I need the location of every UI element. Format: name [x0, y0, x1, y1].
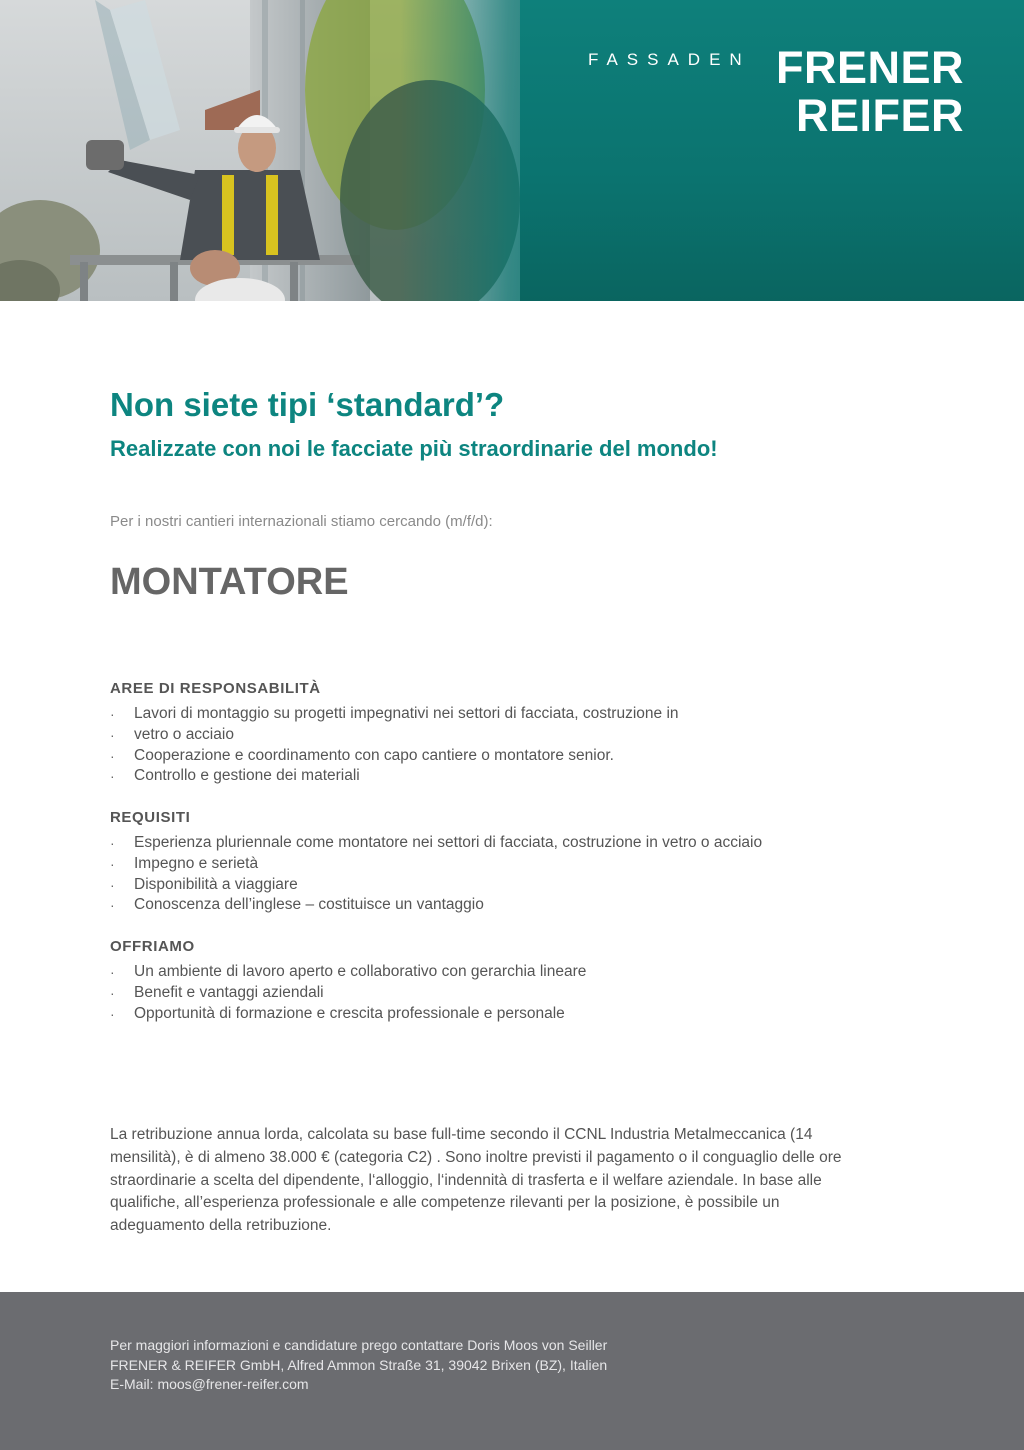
bullet-icon: · [110, 855, 115, 872]
list-item-text: Opportunità di formazione e crescita professionale e personale [134, 1004, 565, 1022]
email-link[interactable]: E-Mail: moos@frener-reifer.com [110, 1376, 309, 1392]
contact-info [110, 1336, 607, 1395]
list-item-text: Controllo e gestione dei materiali [134, 767, 360, 785]
logo-fassaden: FASSADEN [588, 50, 751, 69]
list-item-text: Impegno e serietà [134, 854, 259, 872]
section-offer [110, 937, 870, 1024]
headline: Non siete tipi ‘standard’? [110, 386, 505, 423]
list-item-text: Esperienza pluriennale come montatore nei settori di facciata, costruzione in vetro o acciaio [134, 834, 763, 851]
list-item-text: vetro o acciaio [134, 725, 234, 743]
list-item [110, 854, 870, 875]
list-item-text: Cooperazione e coordinamento con capo cantiere o montatore senior. [134, 746, 614, 764]
company-logo [760, 44, 964, 140]
company-address: FRENER & REIFER GmbH, Alfred Ammon Straße 31, 39042 Brixen (BZ), Italien [110, 1356, 608, 1373]
contact-line: Per maggiori informazioni e candidature prego contattare Doris Moos von Seiller [110, 1337, 608, 1353]
logo-line-reifer: REIFER [795, 90, 964, 141]
footer [0, 1292, 1024, 1450]
bullet-icon: · [110, 726, 115, 743]
list-item [110, 833, 870, 854]
salary-paragraph: La retribuzione annua lorda, calcolata su base full-time secondo il CCNL Industria Metalmeccanica (14 mensilità), è di almeno 38.000 € (categoria C2) . Sono inoltre previsti il pagamento o il conguaglio delle ore straordinarie a scelta del dipendente, l‘alloggio, l‘indennità di trasferta e il welfare aziendale. In base alle qualifiche, all’esperienza professionale e alle competenze rilevanti per la posizione, è possibile un adeguamento della retribuzione. [110, 1126, 842, 1235]
list-item [110, 704, 870, 725]
list-item-text: Conoscenza dell’inglese – costituisce un vantaggio [134, 896, 484, 914]
section-title: REQUISITI [110, 809, 191, 826]
bullet-icon: · [110, 1005, 115, 1022]
list-item [110, 983, 870, 1004]
header-banner [0, 0, 1024, 301]
bullet-icon: · [110, 984, 115, 1001]
bullet-icon: · [110, 768, 115, 785]
list-item [110, 1004, 870, 1025]
list-item [110, 725, 870, 746]
list-item [110, 895, 870, 916]
position-title: MONTATORE [110, 561, 349, 603]
list-item [110, 962, 870, 983]
bullet-icon: · [110, 964, 115, 980]
subheadline: Realizzate con noi le facciate più straordinarie del mondo! [110, 436, 718, 461]
offer-list [110, 962, 870, 1024]
list-item-text: Benefit e vantaggi aziendali [134, 983, 324, 1001]
list-item-text: Lavori di montaggio su progetti impegnativi nei settori di facciata, costruzione in [134, 705, 679, 722]
list-item [110, 746, 870, 767]
bullet-icon: · [110, 835, 115, 851]
list-item [110, 766, 870, 787]
list-item [110, 875, 870, 896]
bullet-icon: · [110, 747, 115, 764]
responsibilities-list [110, 704, 870, 787]
list-item-text: Disponibilità a viaggiare [134, 875, 298, 893]
list-item-text: Un ambiente di lavoro aperto e collaborativo con gerarchia lineare [134, 963, 587, 980]
section-responsibilities [110, 679, 870, 787]
requirements-list [110, 833, 870, 916]
section-title: AREE DI RESPONSABILITÀ [110, 680, 321, 697]
section-requirements [110, 808, 870, 916]
intro-text: Per i nostri cantieri internazionali stiamo cercando (m/f/d): [110, 513, 493, 530]
bullet-icon: · [110, 876, 115, 893]
logo-line-frener: FRENER [775, 42, 964, 93]
section-title: OFFRIAMO [110, 938, 195, 955]
bullet-icon: · [110, 897, 115, 914]
bullet-icon: · [110, 706, 115, 722]
